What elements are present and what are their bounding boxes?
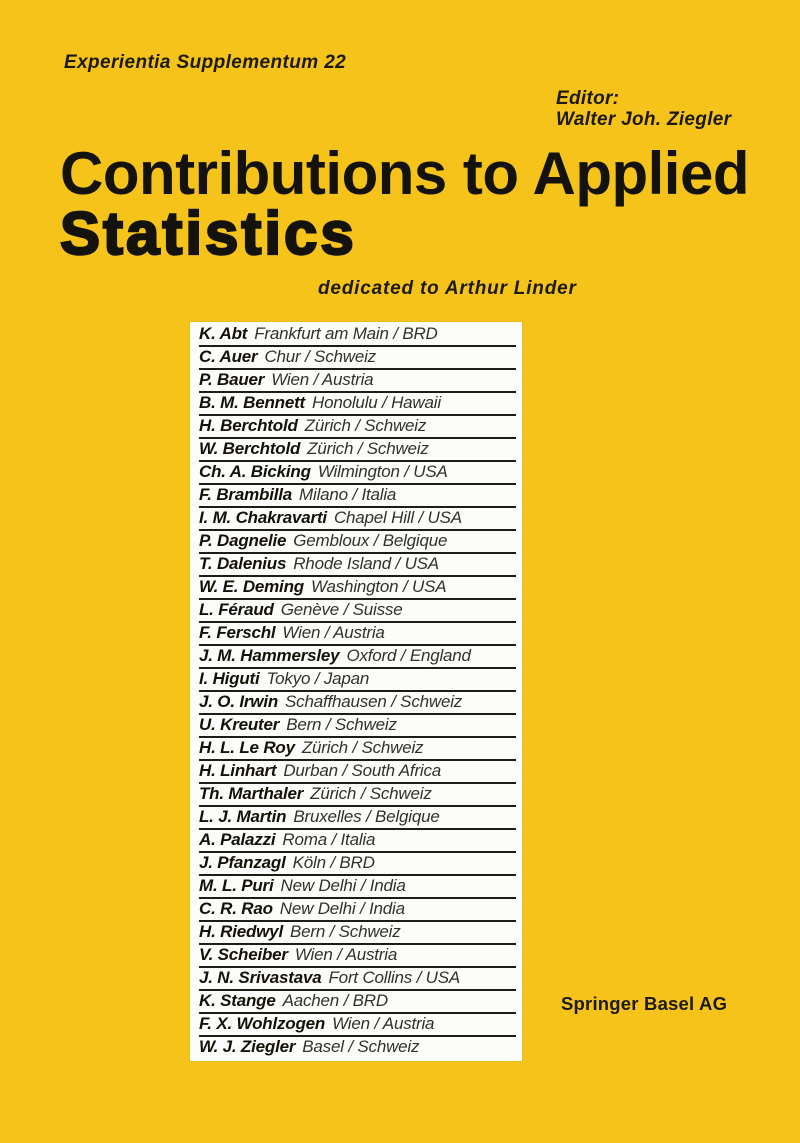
contributor-row (199, 761, 516, 784)
contributor-name: C. R. Rao (199, 899, 273, 918)
contributor-name: F. Brambilla (199, 485, 293, 504)
contributor-name: U. Kreuter (199, 715, 280, 734)
contributor-name: F. X. Wohlzogen (199, 1014, 326, 1033)
contributor-name: B. M. Bennett (199, 393, 306, 412)
contributor-name: M. L. Puri (199, 876, 274, 895)
contributor-location: Oxford / England (346, 646, 471, 665)
contributor-name: F. Ferschl (199, 623, 276, 642)
contributor-row (199, 922, 516, 945)
dedication-text: dedicated to Arthur Linder (318, 278, 577, 299)
contributor-name: W. E. Deming (199, 577, 304, 596)
contributor-row (199, 370, 516, 393)
contributor-row (199, 991, 516, 1014)
contributor-location: Schaffhausen / Schweiz (285, 692, 463, 711)
contributor-row (199, 784, 516, 807)
contributor-name: Ch. A. Bicking (199, 462, 311, 481)
contributor-location: Basel / Schweiz (302, 1037, 420, 1056)
contributor-row (199, 738, 516, 761)
contributor-row (199, 853, 516, 876)
contributor-row (199, 508, 516, 531)
contributor-location: Fort Collins / USA (328, 968, 460, 987)
contributor-location: Genève / Suisse (280, 600, 403, 619)
contributor-row (199, 1037, 516, 1060)
contributor-row (199, 830, 516, 853)
contributor-name: L. J. Martin (199, 807, 287, 826)
contributor-name: H. L. Le Roy (199, 738, 295, 757)
contributors-list (190, 322, 522, 1061)
contributor-location: Honolulu / Hawaii (312, 393, 441, 412)
contributor-row (199, 669, 516, 692)
contributor-row (199, 462, 516, 485)
contributor-name: Th. Marthaler (199, 784, 304, 803)
contributor-row (199, 439, 516, 462)
publisher-name: Springer Basel AG (561, 993, 728, 1014)
contributor-name: H. Berchtold (199, 416, 298, 435)
contributor-location: Durban / South Africa (283, 761, 442, 780)
contributor-name: W. J. Ziegler (199, 1037, 296, 1056)
contributor-location: Frankfurt am Main / BRD (254, 324, 438, 343)
contributor-row (199, 646, 516, 669)
contributor-row (199, 416, 516, 439)
contributor-location: Wien / Austria (294, 945, 398, 964)
contributor-location: Bern / Schweiz (289, 922, 401, 941)
series-label: Experientia Supplementum 22 (64, 52, 347, 73)
contributor-row (199, 968, 516, 991)
contributor-location: Tokyo / Japan (266, 669, 370, 688)
contributor-name: H. Riedwyl (199, 922, 283, 941)
contributor-location: Wien / Austria (332, 1014, 435, 1033)
contributor-name: I. M. Chakravarti (199, 508, 327, 527)
contributor-row (199, 807, 516, 830)
contributor-name: K. Stange (199, 991, 276, 1010)
contributor-location: Zürich / Schweiz (304, 416, 427, 435)
contributor-location: Zürich / Schweiz (307, 439, 429, 458)
contributor-row (199, 876, 516, 899)
editor-name: Walter Joh. Ziegler (556, 109, 732, 130)
contributor-row (199, 577, 516, 600)
contributor-name: H. Linhart (199, 761, 277, 780)
contributor-row (199, 623, 516, 646)
contributor-name: T. Dalenius (199, 554, 287, 573)
contributor-location: Wien / Austria (271, 370, 374, 389)
contributor-location: Gembloux / Belgique (293, 531, 448, 550)
contributor-name: J. M. Hammersley (199, 646, 340, 665)
contributor-row (199, 945, 516, 968)
contributor-location: Aachen / BRD (282, 991, 388, 1010)
contributor-location: Zürich / Schweiz (310, 784, 432, 803)
contributor-name: V. Scheiber (199, 945, 288, 964)
contributor-row (199, 600, 516, 623)
contributor-name: J. O. Irwin (199, 692, 279, 711)
contributor-location: Chapel Hill / USA (333, 508, 462, 527)
contributor-name: P. Bauer (199, 370, 265, 389)
contributor-row (199, 715, 516, 738)
contributor-name: P. Dagnelie (199, 531, 287, 550)
contributor-row (199, 393, 516, 416)
contributor-location: Wien / Austria (282, 623, 385, 642)
contributor-row (199, 1014, 516, 1037)
contributor-location: Milano / Italia (299, 485, 397, 504)
contributor-name: L. Féraud (199, 600, 274, 619)
contributor-location: Roma / Italia (282, 830, 376, 849)
contributor-location: Bern / Schweiz (286, 715, 397, 734)
book-title-line2: Statistics (60, 200, 357, 267)
contributor-row (199, 531, 516, 554)
contributor-name: W. Berchtold (199, 439, 301, 458)
contributor-name: J. N. Srivastava (199, 968, 322, 987)
contributor-name: C. Auer (199, 347, 258, 366)
contributor-name: K. Abt (199, 324, 248, 343)
contributor-location: Köln / BRD (292, 853, 375, 872)
contributor-location: New Delhi / India (280, 876, 406, 895)
contributor-name: I. Higuti (199, 669, 260, 688)
contributor-row (199, 554, 516, 577)
contributor-location: Rhode Island / USA (293, 554, 439, 573)
contributor-row (199, 485, 516, 508)
contributor-location: Bruxelles / Belgique (293, 807, 440, 826)
contributor-name: A. Palazzi (199, 830, 276, 849)
book-title (60, 140, 749, 267)
contributor-row (199, 347, 516, 370)
contributor-location: New Delhi / India (279, 899, 405, 918)
contributor-name: J. Pfanzagl (199, 853, 286, 872)
book-title-line1: Contributions to Applied (60, 140, 749, 207)
editor-heading: Editor: (556, 88, 620, 109)
contributor-location: Washington / USA (310, 577, 447, 596)
contributor-row (199, 899, 516, 922)
editor-block (556, 88, 731, 130)
contributor-location: Zürich / Schweiz (301, 738, 424, 757)
contributor-location: Wilmington / USA (317, 462, 448, 481)
contributor-row (199, 692, 516, 715)
contributor-location: Chur / Schweiz (264, 347, 376, 366)
contributor-row (199, 324, 516, 347)
